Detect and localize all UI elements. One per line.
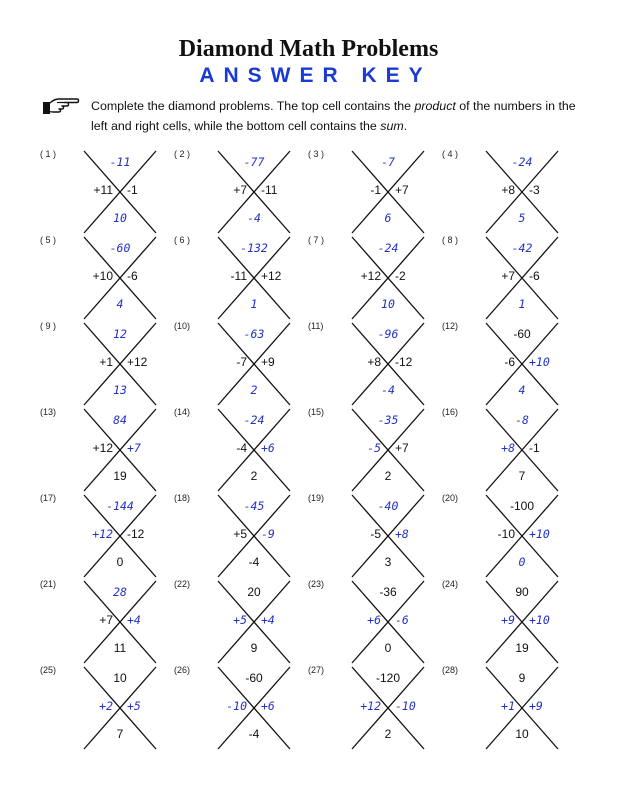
top-cell: -77 bbox=[243, 155, 265, 169]
diamond-problem bbox=[442, 407, 577, 493]
bottom-cell: 7 bbox=[116, 727, 124, 741]
bottom-cell: 2 bbox=[250, 469, 258, 483]
left-cell: +8 bbox=[501, 183, 515, 197]
diamond-x bbox=[482, 321, 562, 407]
right-cell: -6 bbox=[529, 269, 540, 283]
top-cell: -120 bbox=[375, 671, 401, 685]
left-cell: +8 bbox=[367, 355, 381, 369]
diamond-x bbox=[348, 665, 428, 751]
diamond-problem bbox=[308, 665, 443, 751]
problem-number: ( 6 ) bbox=[174, 235, 191, 245]
problem-number: (24) bbox=[442, 579, 459, 589]
instructions-text: Complete the diamond problems. The top cell contains the product of the numbers in the left and right cells, while the bottom cell contains the sum. bbox=[91, 99, 576, 133]
diamond-x bbox=[80, 407, 160, 493]
diamond-x bbox=[80, 493, 160, 579]
top-cell: -42 bbox=[511, 241, 533, 255]
top-cell: -132 bbox=[240, 241, 268, 255]
diamond-x bbox=[482, 493, 562, 579]
diamond-problem bbox=[442, 149, 577, 235]
left-cell: -5 bbox=[367, 441, 381, 455]
top-cell: -36 bbox=[379, 585, 397, 599]
diamond-problem bbox=[308, 493, 443, 579]
bottom-cell: 0 bbox=[384, 641, 392, 655]
bottom-cell: 4 bbox=[518, 383, 526, 397]
problem-number: ( 2 ) bbox=[174, 149, 191, 159]
left-cell: +7 bbox=[233, 183, 247, 197]
left-cell: +2 bbox=[99, 699, 113, 713]
problem-number: (28) bbox=[442, 665, 459, 675]
diamond-problem bbox=[174, 665, 309, 751]
bottom-cell: 10 bbox=[113, 211, 127, 225]
diamond-x bbox=[348, 149, 428, 235]
problem-number: (27) bbox=[308, 665, 325, 675]
right-cell: +6 bbox=[261, 441, 275, 455]
diamond-problem bbox=[40, 579, 175, 665]
product-word: product bbox=[414, 99, 456, 113]
left-cell: +12 bbox=[360, 269, 381, 283]
right-cell: -1 bbox=[529, 441, 540, 455]
sum-word: sum bbox=[380, 119, 404, 133]
top-cell: -24 bbox=[377, 241, 399, 255]
top-cell: -7 bbox=[381, 155, 395, 169]
bottom-cell: 1 bbox=[518, 297, 526, 311]
left-cell: -11 bbox=[230, 269, 247, 283]
bottom-cell: 5 bbox=[518, 211, 526, 225]
bottom-cell: 10 bbox=[381, 297, 395, 311]
diamond-problem bbox=[308, 321, 443, 407]
right-cell: -12 bbox=[395, 355, 413, 369]
top-cell: 28 bbox=[113, 585, 127, 599]
right-cell: +7 bbox=[395, 183, 409, 197]
left-cell: +10 bbox=[92, 269, 113, 283]
problem-number: (21) bbox=[40, 579, 57, 589]
top-cell: -96 bbox=[377, 327, 399, 341]
diamond-x bbox=[482, 407, 562, 493]
bottom-cell: 11 bbox=[113, 641, 127, 655]
bottom-cell: 0 bbox=[518, 555, 526, 569]
diamond-problem bbox=[442, 579, 577, 665]
top-cell: -60 bbox=[513, 327, 531, 341]
diamond-problem bbox=[308, 407, 443, 493]
top-cell: 84 bbox=[113, 413, 127, 427]
right-cell: +7 bbox=[127, 441, 141, 455]
left-cell: -7 bbox=[236, 355, 247, 369]
problem-number: (18) bbox=[174, 493, 191, 503]
left-cell: +9 bbox=[501, 613, 515, 627]
left-cell: -1 bbox=[370, 183, 381, 197]
left-cell: -5 bbox=[370, 527, 381, 541]
right-cell: -10 bbox=[395, 699, 416, 713]
bottom-cell: 4 bbox=[116, 297, 124, 311]
bottom-cell: 2 bbox=[384, 469, 392, 483]
problem-number: (20) bbox=[442, 493, 459, 503]
right-cell: -1 bbox=[127, 183, 138, 197]
top-cell: 90 bbox=[515, 585, 529, 599]
problem-number: (14) bbox=[174, 407, 191, 417]
diamond-x bbox=[482, 665, 562, 751]
diamond-problem bbox=[308, 149, 443, 235]
left-cell: +12 bbox=[92, 441, 113, 455]
left-cell: +1 bbox=[99, 355, 113, 369]
problem-number: ( 9 ) bbox=[40, 321, 57, 331]
diamond-problem bbox=[40, 407, 175, 493]
right-cell: -11 bbox=[261, 183, 278, 197]
diamond-x bbox=[80, 149, 160, 235]
right-cell: +10 bbox=[529, 355, 550, 369]
problem-number: ( 4 ) bbox=[442, 149, 459, 159]
left-cell: +12 bbox=[92, 527, 113, 541]
diamond-x bbox=[348, 407, 428, 493]
problem-number: (11) bbox=[308, 321, 324, 331]
right-cell: -6 bbox=[127, 269, 138, 283]
top-cell: -63 bbox=[243, 327, 265, 341]
problem-number: ( 8 ) bbox=[442, 235, 459, 245]
right-cell: +9 bbox=[261, 355, 275, 369]
diamond-problem bbox=[174, 235, 309, 321]
right-cell: -2 bbox=[395, 269, 406, 283]
right-cell: +7 bbox=[395, 441, 409, 455]
left-cell: +7 bbox=[99, 613, 113, 627]
top-cell: 10 bbox=[113, 671, 127, 685]
right-cell: -6 bbox=[395, 613, 409, 627]
diamond-problem bbox=[442, 493, 577, 579]
diamond-x bbox=[214, 407, 294, 493]
left-cell: +8 bbox=[501, 441, 515, 455]
problem-number: ( 7 ) bbox=[308, 235, 325, 245]
diamond-problem bbox=[40, 235, 175, 321]
diamond-problem bbox=[442, 665, 577, 751]
diamond-problem bbox=[40, 493, 175, 579]
left-cell: +1 bbox=[501, 699, 515, 713]
right-cell: +12 bbox=[127, 355, 148, 369]
diamond-x bbox=[214, 493, 294, 579]
problem-number: (13) bbox=[40, 407, 57, 417]
diamond-x bbox=[80, 321, 160, 407]
diamond-problem bbox=[308, 579, 443, 665]
right-cell: -3 bbox=[529, 183, 540, 197]
diamond-x bbox=[348, 493, 428, 579]
left-cell: +12 bbox=[360, 699, 381, 713]
left-cell: +5 bbox=[233, 527, 247, 541]
diamond-x bbox=[214, 149, 294, 235]
right-cell: -12 bbox=[127, 527, 145, 541]
bottom-cell: 2 bbox=[250, 383, 258, 397]
diamond-problem bbox=[174, 407, 309, 493]
bottom-cell: 0 bbox=[116, 555, 124, 569]
left-cell: -10 bbox=[497, 527, 515, 541]
diamond-x bbox=[214, 665, 294, 751]
answer-key-subtitle: ANSWER KEY bbox=[199, 64, 432, 87]
right-cell: +8 bbox=[395, 527, 409, 541]
diamond-problem bbox=[308, 235, 443, 321]
problem-number: ( 5 ) bbox=[40, 235, 57, 245]
top-cell: -144 bbox=[106, 499, 134, 513]
diamond-problem bbox=[174, 579, 309, 665]
right-cell: +6 bbox=[261, 699, 275, 713]
top-cell: 12 bbox=[113, 327, 127, 341]
top-cell: -60 bbox=[245, 671, 263, 685]
bottom-cell: 3 bbox=[384, 555, 392, 569]
bottom-cell: -4 bbox=[248, 727, 260, 741]
diamond-problem bbox=[442, 235, 577, 321]
diamond-x bbox=[214, 579, 294, 665]
top-cell: -24 bbox=[511, 155, 533, 169]
diamond-x bbox=[214, 235, 294, 321]
diamond-x bbox=[80, 665, 160, 751]
left-cell: -6 bbox=[504, 355, 515, 369]
right-cell: +4 bbox=[261, 613, 275, 627]
diamond-problem bbox=[40, 321, 175, 407]
diamond-problem bbox=[174, 321, 309, 407]
top-cell: -40 bbox=[377, 499, 399, 513]
right-cell: +5 bbox=[127, 699, 141, 713]
top-cell: -11 bbox=[109, 155, 131, 169]
diamond-x bbox=[214, 321, 294, 407]
bottom-cell: -4 bbox=[248, 555, 260, 569]
right-cell: +10 bbox=[529, 527, 550, 541]
left-cell: +11 bbox=[93, 183, 113, 197]
page-title: Diamond Math Problems bbox=[178, 36, 439, 62]
bottom-cell: 19 bbox=[515, 641, 529, 655]
diamond-x bbox=[348, 321, 428, 407]
left-cell: +6 bbox=[367, 613, 381, 627]
diamond-x bbox=[482, 579, 562, 665]
bottom-cell: 9 bbox=[250, 641, 258, 655]
problem-number: (25) bbox=[40, 665, 57, 675]
right-cell: +4 bbox=[127, 613, 141, 627]
bottom-cell: -4 bbox=[247, 211, 261, 225]
diamond-problem bbox=[40, 665, 175, 751]
right-cell: +12 bbox=[261, 269, 282, 283]
diamond-problem bbox=[174, 149, 309, 235]
left-cell: +5 bbox=[233, 613, 247, 627]
bottom-cell: 7 bbox=[518, 469, 526, 483]
pointing-hand-icon bbox=[42, 94, 80, 118]
right-cell: +10 bbox=[529, 613, 550, 627]
bottom-cell: 10 bbox=[515, 727, 529, 741]
diamond-problem bbox=[174, 493, 309, 579]
top-cell: -24 bbox=[243, 413, 265, 427]
problem-number: (26) bbox=[174, 665, 191, 675]
left-cell: +7 bbox=[501, 269, 515, 283]
diamond-x bbox=[482, 149, 562, 235]
problem-number: (12) bbox=[442, 321, 459, 331]
top-cell: -35 bbox=[377, 413, 399, 427]
problem-number: (22) bbox=[174, 579, 191, 589]
top-cell: -8 bbox=[515, 413, 529, 427]
problem-number: (17) bbox=[40, 493, 57, 503]
top-cell: -100 bbox=[509, 499, 535, 513]
diamond-x bbox=[348, 235, 428, 321]
problem-number: (16) bbox=[442, 407, 459, 417]
diamond-x bbox=[482, 235, 562, 321]
bottom-cell: 2 bbox=[384, 727, 392, 741]
right-cell: +9 bbox=[529, 699, 543, 713]
diamond-x bbox=[80, 579, 160, 665]
bottom-cell: 1 bbox=[250, 297, 258, 311]
problem-number: ( 3 ) bbox=[308, 149, 325, 159]
problem-number: ( 1 ) bbox=[40, 149, 57, 159]
top-cell: -45 bbox=[243, 499, 265, 513]
diamond-problem bbox=[442, 321, 577, 407]
problem-number: (23) bbox=[308, 579, 325, 589]
diamond-x bbox=[80, 235, 160, 321]
bottom-cell: 13 bbox=[113, 383, 127, 397]
left-cell: -10 bbox=[226, 699, 247, 713]
problem-number: (19) bbox=[308, 493, 325, 503]
left-cell: -4 bbox=[236, 441, 247, 455]
top-cell: 20 bbox=[247, 585, 261, 599]
problem-number: (10) bbox=[174, 321, 191, 331]
bottom-cell: 19 bbox=[113, 469, 127, 483]
bottom-cell: 6 bbox=[384, 211, 392, 225]
diamond-x bbox=[348, 579, 428, 665]
diamond-problem bbox=[40, 149, 175, 235]
problem-number: (15) bbox=[308, 407, 325, 417]
top-cell: -60 bbox=[109, 241, 131, 255]
top-cell: 9 bbox=[518, 671, 526, 685]
bottom-cell: -4 bbox=[381, 383, 395, 397]
right-cell: -9 bbox=[261, 527, 275, 541]
